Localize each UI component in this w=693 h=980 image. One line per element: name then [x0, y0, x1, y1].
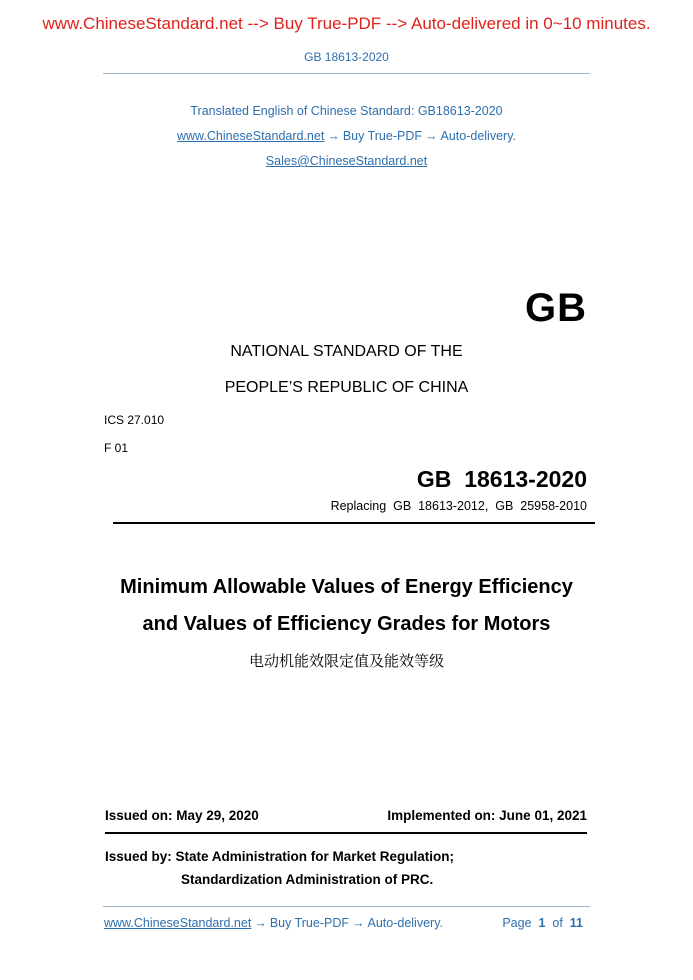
- top-banner[interactable]: [0, 14, 693, 34]
- issued-on: Issued on: May 29, 2020: [105, 808, 259, 823]
- issuer-line1: Issued by: State Administration for Market Regulation;: [105, 849, 455, 864]
- issuer-line2: Standardization Administration of PRC.: [181, 872, 434, 887]
- banner-auto: Auto-delivered in 0~10 minutes.: [410, 14, 651, 33]
- right-arrow-icon: →: [254, 916, 267, 930]
- page-of: of: [552, 916, 563, 930]
- standard-code: 18613-2020: [464, 466, 587, 492]
- right-arrow-icon: →: [425, 129, 438, 143]
- title-line2: and Values of Efficiency Grades for Motors: [142, 613, 551, 635]
- standard-number: [417, 466, 587, 493]
- national-standard-line2: PEOPLE’S REPUBLIC OF CHINA: [224, 379, 469, 396]
- ccs-code: F 01: [104, 441, 129, 455]
- email-row: [0, 154, 693, 168]
- replacing-line: Replacing GB 18613-2012, GB 25958-2010: [330, 499, 587, 513]
- footer-links: [104, 916, 443, 930]
- auto-delivery-label: Auto-delivery.: [440, 129, 516, 143]
- title-chinese: 电动机能效限定值及能效等级: [248, 652, 444, 670]
- dates-divider: [105, 832, 587, 834]
- gb-logo: GB: [525, 286, 587, 330]
- footer-buy-label: Buy True-PDF: [269, 916, 349, 930]
- site-link[interactable]: www.ChineseStandard.net: [177, 129, 325, 143]
- implemented-on: Implemented on: June 01, 2021: [387, 808, 587, 823]
- banner-separator: -->: [247, 14, 269, 33]
- translation-line: Translated English of Chinese Standard: GB18613-2020: [190, 104, 503, 118]
- page-total: 11: [569, 916, 583, 930]
- page-current: 1: [538, 916, 546, 930]
- footer-divider: [103, 906, 590, 907]
- header-code: GB 18613-2020: [304, 50, 389, 64]
- banner-buy[interactable]: Buy True-PDF: [273, 14, 382, 33]
- header-divider: [103, 73, 590, 74]
- title-line1: Minimum Allowable Values of Energy Efficiency: [120, 576, 573, 598]
- email-link[interactable]: Sales@ChineseStandard.net: [265, 154, 428, 168]
- footer-auto-label: Auto-delivery.: [367, 916, 443, 930]
- page-indicator: [502, 916, 583, 930]
- footer-site-link[interactable]: www.ChineseStandard.net: [104, 916, 252, 930]
- national-standard-line1: NATIONAL STANDARD OF THE: [230, 343, 463, 360]
- buy-label: Buy True-PDF: [342, 129, 422, 143]
- banner-site[interactable]: www.ChineseStandard.net: [42, 14, 243, 33]
- right-arrow-icon: →: [327, 129, 340, 143]
- standard-prefix: GB: [416, 466, 452, 492]
- standard-divider: [113, 522, 595, 524]
- page-label: Page: [502, 916, 532, 930]
- banner-separator: -->: [385, 14, 408, 33]
- right-arrow-icon: →: [352, 916, 365, 930]
- ics-code: ICS 27.010: [104, 413, 165, 427]
- translation-purchase-line: [0, 129, 693, 143]
